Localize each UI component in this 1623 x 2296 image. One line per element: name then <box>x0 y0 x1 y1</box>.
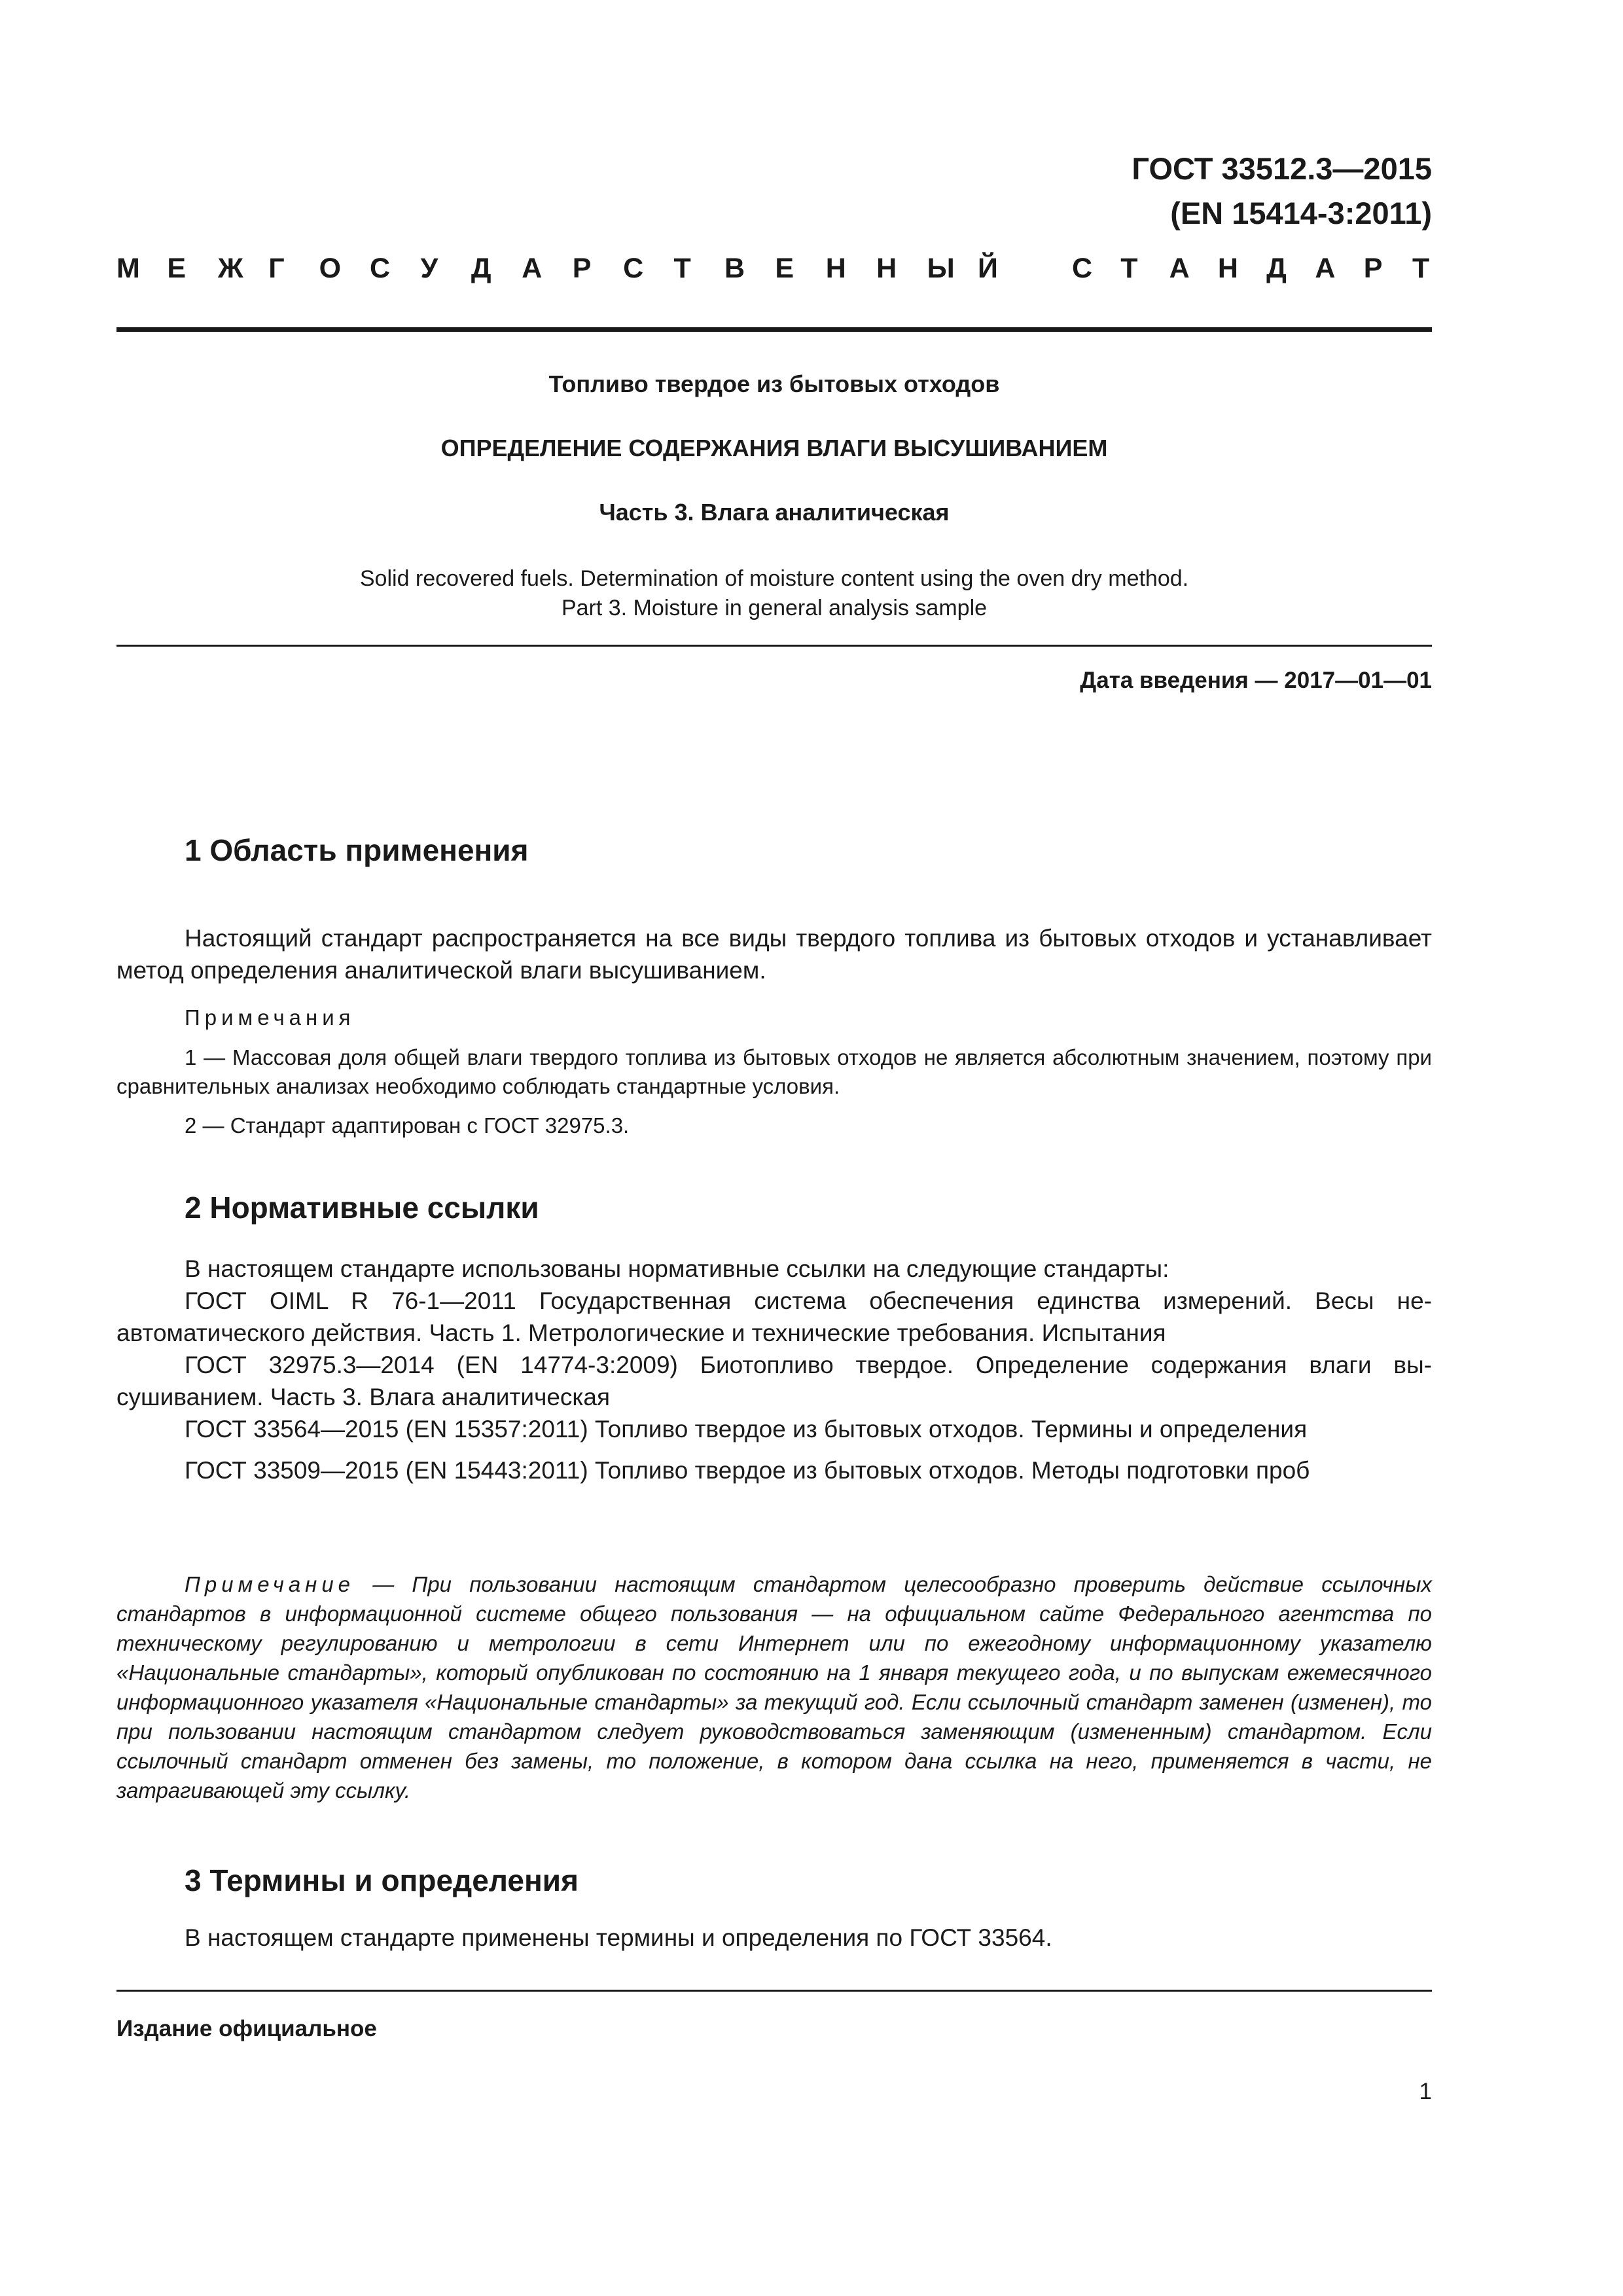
banner-left-letter: Н <box>825 253 846 284</box>
section1-notes-label: Примечания <box>185 1005 355 1030</box>
banner-left-letter: Г <box>268 253 285 284</box>
en-number: (EN 15414-3:2011) <box>1170 196 1432 230</box>
title-english-line1: Solid recovered fuels. Determination of moisture content using the oven dry method. <box>359 566 1189 591</box>
banner-right-letter: С <box>1072 253 1093 284</box>
section3-text: В настоящем стандарте применены термины и определения по ГОСТ 33564. <box>185 1924 1052 1951</box>
header-rule <box>116 327 1432 332</box>
banner-left-letter: Ы <box>927 253 955 284</box>
banner-left-letter: О <box>319 253 342 284</box>
page-number: 1 <box>1419 2079 1432 2104</box>
section1-heading: 1 Область применения <box>185 833 529 867</box>
section2-ref-3: ГОСТ 33564—2015 (EN 15357:2011) Топливо твердое из бытовых отходов. Термины и определения <box>185 1416 1308 1443</box>
section2-heading: 2 Нормативные ссылки <box>185 1191 539 1225</box>
section2-body <box>116 1253 1432 1486</box>
banner-left-letter: С <box>370 253 391 284</box>
banner-left-letter: А <box>522 253 543 284</box>
title-english <box>116 564 1432 623</box>
section2-ref-2: ГОСТ 32975.3—2014 (EN 14774-3:2009) Биотопливо твердое. Определение содержания влаги высушиванием. Часть 3. Влага аналитическая <box>116 1352 1432 1410</box>
section2-note-label: Примечание <box>185 1572 355 1596</box>
section2-ref-4: ГОСТ 33509—2015 (EN 15443:2011) Топливо твердое из бытовых отходов. Методы подготовки проб <box>185 1457 1310 1484</box>
title-rule <box>116 645 1432 647</box>
section2-note <box>116 1570 1432 1805</box>
banner-left-letter: Н <box>876 253 897 284</box>
banner-right-letter: Т <box>1412 253 1430 284</box>
section1-text: Настоящий стандарт распространяется на все виды твердого топлива из бытовых отходов и устанавливает метод определения аналитической влаги высушиванием. <box>116 925 1432 984</box>
banner-left-letter: Р <box>572 253 592 284</box>
banner-left-letter: Е <box>167 253 187 284</box>
gost-designation <box>1132 147 1432 236</box>
banner-left-letter: Е <box>775 253 794 284</box>
banner-left-letter: С <box>623 253 644 284</box>
banner-right-letter: А <box>1169 253 1190 284</box>
section1-note1: 1 — Массовая доля общей влаги твердого топлива из бытовых отходов не является абсолютным значением, поэтому при сравнительных анализах необходимо соблюдать стандартные условия. <box>116 1045 1432 1098</box>
banner-left-letter: Т <box>673 253 691 284</box>
banner-left-letter: В <box>724 253 745 284</box>
banner-left-letter: Ж <box>217 253 243 284</box>
section2-ref-1: ГОСТ OIML R 76-1—2011 Государственная система обеспечения единства измерений. Весы неавтоматического действия. Часть 1. Метрологические и технические требования. Испытания <box>116 1287 1432 1346</box>
banner-left-letter: У <box>420 253 438 284</box>
title-main: ОПРЕДЕЛЕНИЕ СОДЕРЖАНИЯ ВЛАГИ ВЫСУШИВАНИЕМ <box>440 435 1108 461</box>
banner-right-letter: Р <box>1363 253 1383 284</box>
section2-note-text: — При пользовании настоящим стандартом целесообразно проверить действие ссылочных стандартов в информационной системе общего пользования — на официальном сайте Федерального агентства по техническому регулированию и метрологии в сети Интернет или по ежегодному информационному указателю «Национальные стандарты», который опубликован по состоянию на 1 января текущего года, и по выпускам ежемесячного информационного указателя «Национальные стандарты» за текущий год. Если ссылочный стандарт заменен (изменен), то при пользовании настоящим стандартом следует руководствоваться заменяющим (измененным) стандартом. Если ссылочный стандарт отменен без замены, то положение, в котором дана ссылка на него, применяется в части, не затрагивающей эту ссылку. <box>116 1572 1432 1803</box>
title-part: Часть 3. Влага аналитическая <box>599 499 950 526</box>
banner-right-letter: Т <box>1120 253 1138 284</box>
banner-left-letter: М <box>116 253 140 284</box>
banner-left-letter: Д <box>471 253 491 284</box>
section1-note2: 2 — Стандарт адаптирован с ГОСТ 32975.3. <box>185 1113 630 1138</box>
banner-right-letter: Д <box>1266 253 1287 284</box>
section2-intro: В настоящем стандарте использованы нормативные ссылки на следующие стандарты: <box>185 1255 1169 1282</box>
edition-label: Издание официальное <box>116 2016 377 2041</box>
banner-right-letter: А <box>1315 253 1336 284</box>
intro-date: Дата введения — 2017—01—01 <box>1080 668 1432 693</box>
title-subject: Топливо твердое из бытовых отходов <box>548 370 1000 397</box>
banner-right-letter: Н <box>1217 253 1238 284</box>
title-english-line2: Part 3. Moisture in general analysis sample <box>561 596 988 620</box>
section3-heading: 3 Термины и определения <box>185 1863 579 1897</box>
banner-left-letter: Й <box>978 253 998 284</box>
gost-number: ГОСТ 33512.3—2015 <box>1132 151 1432 186</box>
footer-rule <box>116 1990 1432 1992</box>
